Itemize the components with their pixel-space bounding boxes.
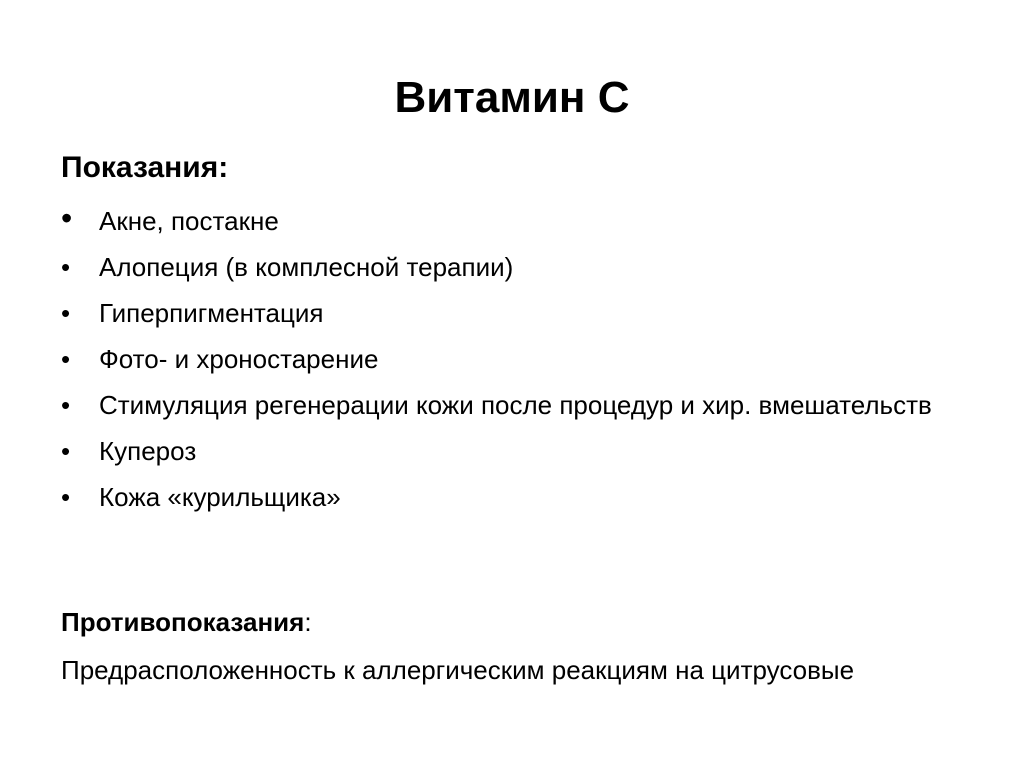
list-item: • Алопеция (в комплесной терапии) bbox=[61, 251, 961, 283]
contraindications-heading-label: Противопоказания bbox=[61, 607, 305, 637]
indications-list bbox=[61, 205, 961, 527]
contraindications-heading bbox=[61, 604, 312, 640]
list-item: • Акне, постакне bbox=[61, 205, 961, 237]
list-item: • Кожа «курильщика» bbox=[61, 481, 961, 513]
contraindications-heading-colon: : bbox=[304, 607, 312, 637]
list-item: • Стимуляция регенерации кожи после процедур и хир. вмешательств bbox=[61, 389, 961, 421]
indications-heading: Показания: bbox=[61, 151, 229, 184]
contraindications-text: Предрасположенность к аллергическим реакциям на цитрусовые bbox=[61, 655, 855, 685]
list-item: • Гиперпигментация bbox=[61, 297, 961, 329]
list-item: • Купероз bbox=[61, 435, 961, 467]
list-item: • Фото- и хроностарение bbox=[61, 343, 961, 375]
slide-title: Витамин С bbox=[394, 73, 630, 122]
